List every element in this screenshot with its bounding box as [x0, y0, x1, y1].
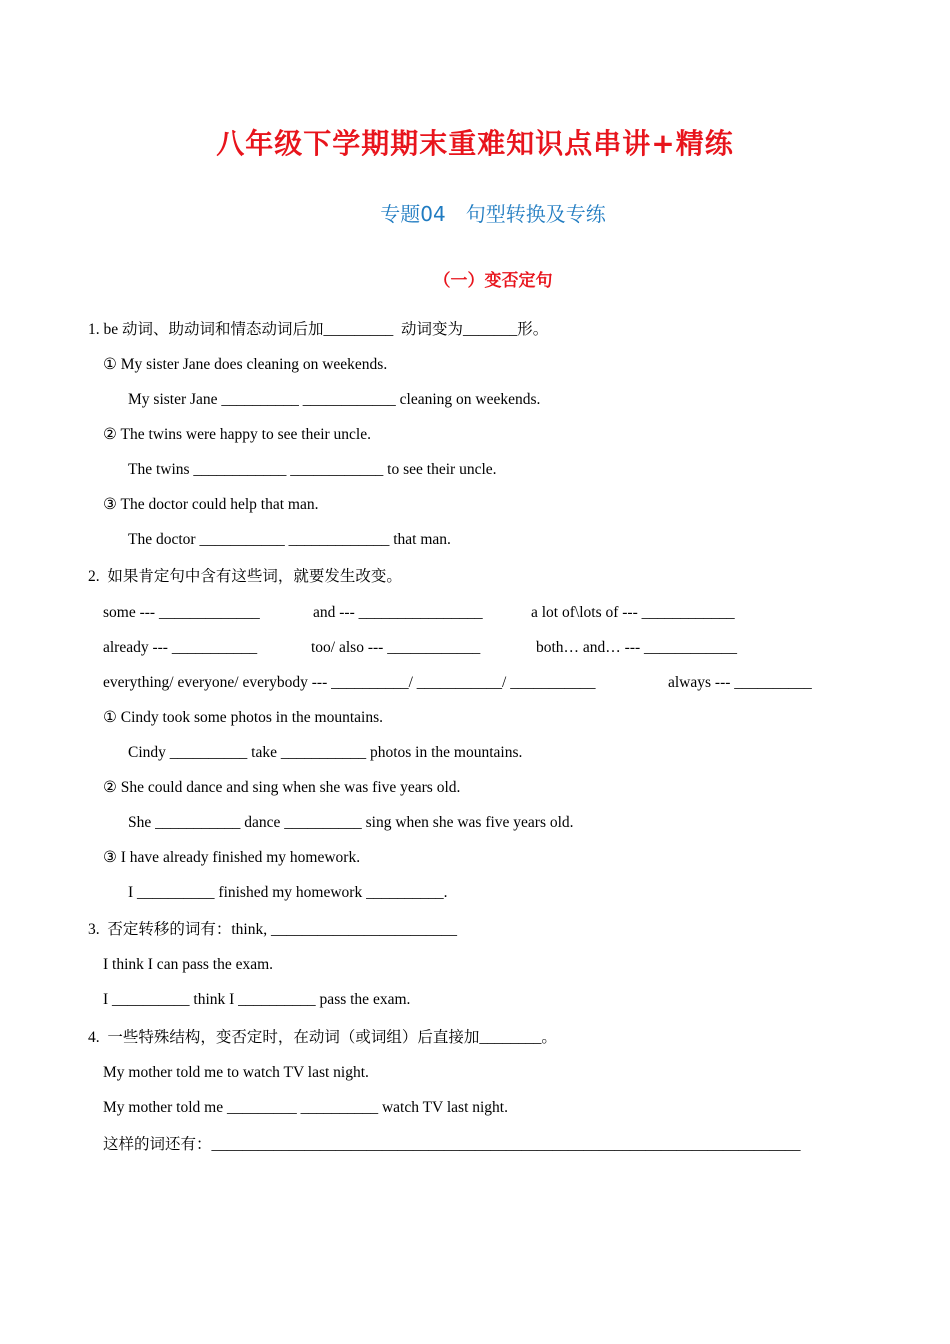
- fill-in-blank: My sister Jane __________ ____________ cleaning on weekends.: [128, 391, 541, 408]
- word-pair: a lot of\lots of --- ____________: [531, 604, 735, 621]
- topic-subtitle: 专题04 句型转换及专练: [380, 202, 606, 226]
- fill-in-blank: My mother told me _________ __________ watch TV last night.: [103, 1099, 508, 1116]
- example-sentence: ① My sister Jane does cleaning on weekends.: [103, 356, 388, 373]
- rule-2: 2. 如果肯定句中含有这些词，就要发生改变。: [88, 568, 402, 585]
- word-pair: and --- ________________: [313, 604, 483, 621]
- fill-in-blank: I __________ finished my homework __________.: [128, 884, 448, 901]
- word-pair: always --- __________: [668, 674, 812, 691]
- page-title: 八年级下学期期末重难知识点串讲+精练: [216, 127, 734, 160]
- word-pair: both… and… --- ____________: [536, 639, 738, 656]
- word-pair: too/ also --- ____________: [311, 639, 481, 656]
- fill-in-blank: Cindy __________ take ___________ photos in the mountains.: [128, 744, 523, 761]
- fill-in-blank: The doctor ___________ _____________ that man.: [128, 531, 451, 548]
- section-heading: （一）变否定句: [433, 271, 553, 291]
- word-pair: everything/ everyone/ everybody --- __________/ ___________/ ___________: [103, 674, 596, 691]
- rule-4: 4. 一些特殊结构，变否定时，在动词（或词组）后直接加________。: [88, 1029, 557, 1046]
- fill-in-blank: She ___________ dance __________ sing when she was five years old.: [128, 814, 574, 831]
- example-sentence: I think I can pass the exam.: [103, 956, 274, 973]
- example-sentence: My mother told me to watch TV last night.: [103, 1064, 369, 1081]
- example-sentence: ③ I have already finished my homework.: [103, 849, 361, 866]
- example-sentence: ② She could dance and sing when she was five years old.: [103, 779, 461, 796]
- rule-3: 3. 否定转移的词有：think, ________________________: [88, 921, 457, 938]
- fill-in-blank: I __________ think I __________ pass the exam.: [103, 991, 411, 1008]
- example-sentence: ② The twins were happy to see their uncle.: [103, 426, 371, 443]
- word-pair: some --- _____________: [103, 604, 260, 621]
- example-sentence: ① Cindy took some photos in the mountains.: [103, 709, 383, 726]
- rule-1: 1. be 动词、助动词和情态动词后加_________ 动词变为_______形。: [88, 321, 549, 338]
- fill-in-blank: The twins ____________ ____________ to see their uncle.: [128, 461, 497, 478]
- fill-in-blank: 这样的词还有：____________________________________________________________________________: [103, 1136, 801, 1153]
- example-sentence: ③ The doctor could help that man.: [103, 496, 319, 513]
- word-pair: already --- ___________: [103, 639, 258, 656]
